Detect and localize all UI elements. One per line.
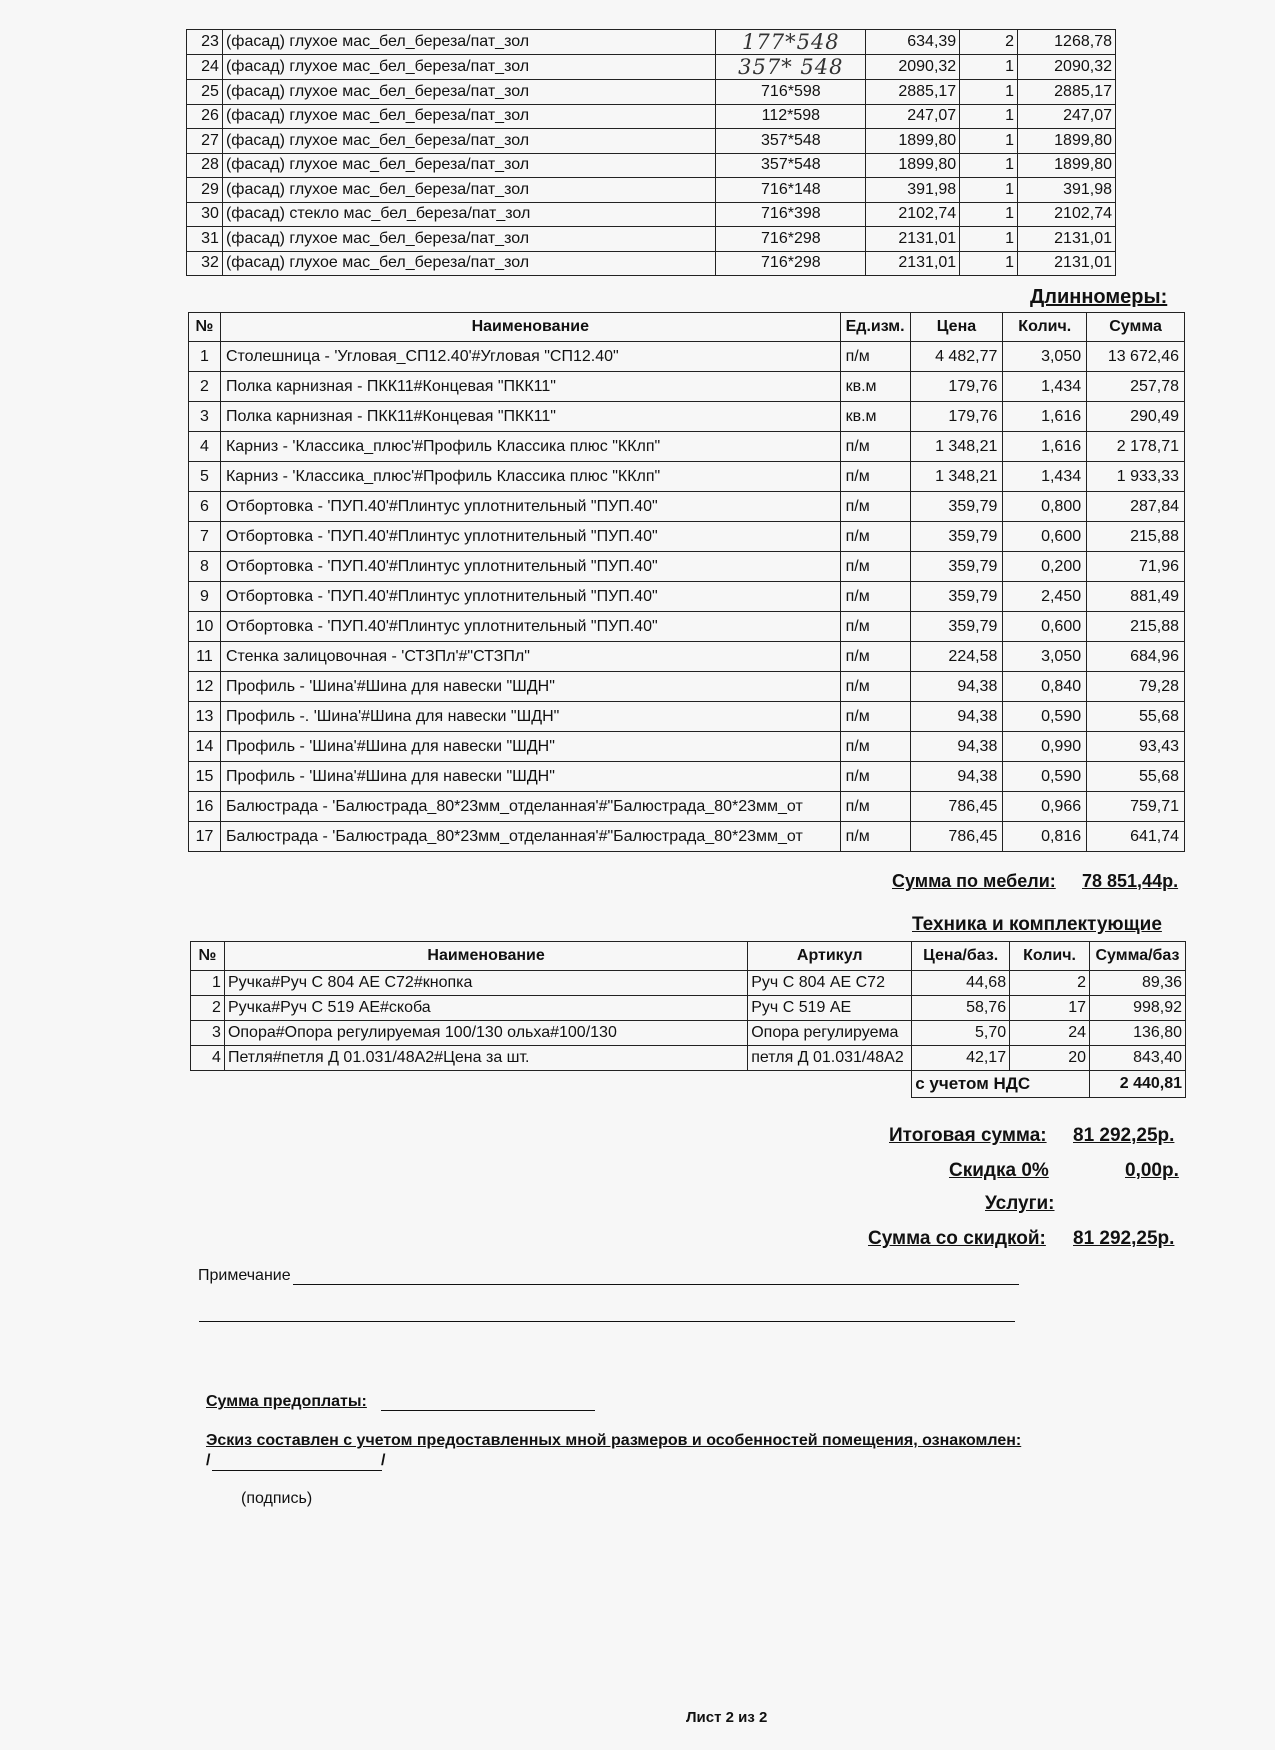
row-qty: 1 — [960, 153, 1018, 178]
row-sum: 1 933,33 — [1087, 462, 1185, 492]
row-price: 179,76 — [910, 372, 1003, 402]
row-sum: 287,84 — [1087, 492, 1185, 522]
row-unit: п/м — [840, 822, 910, 852]
row-unit: кв.м — [840, 402, 910, 432]
row-qty: 20 — [1010, 1046, 1090, 1071]
row-qty: 1,434 — [1003, 462, 1087, 492]
row-qty: 0,600 — [1003, 612, 1087, 642]
row-unit: п/м — [840, 342, 910, 372]
row-name: Карниз - 'Классика_плюс'#Профиль Классика плюс "ККлп" — [220, 462, 840, 492]
row-size: 357*548 — [716, 153, 866, 178]
table-row — [187, 178, 1116, 203]
row-number: 23 — [187, 30, 223, 55]
table-row — [189, 612, 1185, 642]
table-row — [187, 251, 1116, 276]
row-sum: 1899,80 — [1018, 129, 1116, 154]
row-qty: 1,616 — [1003, 432, 1087, 462]
tech-header-price: Цена/баз. — [912, 942, 1010, 971]
table-row — [191, 1046, 1186, 1071]
row-sum: 2885,17 — [1018, 80, 1116, 105]
row-name: Балюстрада - 'Балюстрада_80*23мм_отделанная'#"Балюстрада_80*23мм_от — [220, 822, 840, 852]
table-row — [189, 492, 1185, 522]
row-number: 3 — [191, 1021, 225, 1046]
row-qty: 1 — [960, 202, 1018, 227]
table-row — [191, 996, 1186, 1021]
row-price: 1 348,21 — [910, 432, 1003, 462]
vat-label: с учетом НДС — [912, 1071, 1090, 1098]
row-sum: 998,92 — [1089, 996, 1185, 1021]
row-sum: 257,78 — [1087, 372, 1185, 402]
sign-slash-1: / — [206, 1452, 211, 1469]
row-number: 1 — [191, 971, 225, 996]
row-price: 94,38 — [910, 672, 1003, 702]
row-name: Карниз - 'Классика_плюс'#Профиль Классика плюс "ККлп" — [220, 432, 840, 462]
row-price: 359,79 — [910, 612, 1003, 642]
row-number: 8 — [189, 552, 221, 582]
row-qty: 0,800 — [1003, 492, 1087, 522]
row-name: (фасад) глухое мас_бел_береза/пат_зол — [222, 104, 715, 129]
row-sum: 391,98 — [1018, 178, 1116, 203]
row-name: (фасад) глухое мас_бел_береза/пат_зол — [222, 153, 715, 178]
row-sum: 290,49 — [1087, 402, 1185, 432]
row-price: 786,45 — [910, 822, 1003, 852]
consent-text: Эскиз составлен с учетом предоставленных мной размеров и особенностей помещения, ознакомлен: — [206, 1432, 1022, 1449]
row-unit: п/м — [840, 432, 910, 462]
row-price: 359,79 — [910, 492, 1003, 522]
row-qty: 3,050 — [1003, 642, 1087, 672]
row-number: 32 — [187, 251, 223, 276]
row-sum: 2090,32 — [1018, 55, 1116, 80]
furniture-sum-value: 78 851,44р. — [1082, 871, 1179, 891]
row-price: 94,38 — [910, 762, 1003, 792]
row-unit: п/м — [840, 762, 910, 792]
long-items-title: Длинномеры: — [1030, 286, 1168, 308]
row-qty: 0,966 — [1003, 792, 1087, 822]
row-name: (фасад) глухое мас_бел_береза/пат_зол — [222, 129, 715, 154]
table-row — [189, 702, 1185, 732]
row-name: Отбортовка - 'ПУП.40'#Плинтус уплотнительный "ПУП.40" — [220, 492, 840, 522]
row-number: 6 — [189, 492, 221, 522]
discount-label: Скидка 0% — [949, 1160, 1049, 1181]
row-size: 357*548 — [716, 129, 866, 154]
tech-table — [190, 941, 1186, 1098]
row-name: (фасад) глухое мас_бел_береза/пат_зол — [222, 251, 715, 276]
table-row — [187, 80, 1116, 105]
note-label: Примечание — [198, 1267, 291, 1284]
row-number: 9 — [189, 582, 221, 612]
table-row — [189, 522, 1185, 552]
row-number: 24 — [187, 55, 223, 80]
row-unit: п/м — [840, 582, 910, 612]
row-name: (фасад) стекло мас_бел_береза/пат_зол — [222, 202, 715, 227]
vat-sum: 2 440,81 — [1089, 1071, 1185, 1098]
table-row — [187, 30, 1116, 55]
row-name: Балюстрада - 'Балюстрада_80*23мм_отделанная'#"Балюстрада_80*23мм_от — [220, 792, 840, 822]
table-row — [189, 462, 1185, 492]
row-number: 14 — [189, 732, 221, 762]
row-number: 31 — [187, 227, 223, 252]
row-number: 26 — [187, 104, 223, 129]
row-qty: 1 — [960, 227, 1018, 252]
row-name: Отбортовка - 'ПУП.40'#Плинтус уплотнительный "ПУП.40" — [220, 612, 840, 642]
row-unit: п/м — [840, 522, 910, 552]
table-row — [187, 227, 1116, 252]
row-price: 44,68 — [912, 971, 1010, 996]
row-size: 716*298 — [716, 251, 866, 276]
row-name: Опора#Опора регулируемая 100/130 ольха#100/130 — [224, 1021, 747, 1046]
table-row — [187, 55, 1116, 80]
row-qty: 1,434 — [1003, 372, 1087, 402]
row-sum: 2102,74 — [1018, 202, 1116, 227]
table-row — [189, 582, 1185, 612]
row-number: 7 — [189, 522, 221, 552]
row-number: 4 — [191, 1046, 225, 1071]
row-qty: 2,450 — [1003, 582, 1087, 612]
row-sum: 55,68 — [1087, 702, 1185, 732]
facade-table — [186, 29, 1116, 276]
row-article: Опора регулируема — [748, 1021, 912, 1046]
row-qty: 2 — [1010, 971, 1090, 996]
row-name: Отбортовка - 'ПУП.40'#Плинтус уплотнительный "ПУП.40" — [220, 522, 840, 552]
row-unit: п/м — [840, 672, 910, 702]
col-header-sum: Сумма — [1087, 313, 1185, 342]
row-price: 634,39 — [866, 30, 960, 55]
col-header-unit: Ед.изм. — [840, 313, 910, 342]
row-name: (фасад) глухое мас_бел_береза/пат_зол — [222, 80, 715, 105]
row-sum: 881,49 — [1087, 582, 1185, 612]
row-unit: п/м — [840, 792, 910, 822]
row-price: 2090,32 — [866, 55, 960, 80]
row-sum: 684,96 — [1087, 642, 1185, 672]
row-price: 58,76 — [912, 996, 1010, 1021]
row-price: 2131,01 — [866, 227, 960, 252]
table-row — [191, 971, 1186, 996]
row-number: 5 — [189, 462, 221, 492]
row-name: Полка карнизная - ПКК11#Концевая "ПКК11" — [220, 402, 840, 432]
row-number: 13 — [189, 702, 221, 732]
row-sum: 79,28 — [1087, 672, 1185, 702]
row-unit: п/м — [840, 552, 910, 582]
row-unit: п/м — [840, 462, 910, 492]
table-row — [189, 552, 1185, 582]
row-number: 16 — [189, 792, 221, 822]
row-size: 716*398 — [716, 202, 866, 227]
table-row — [189, 402, 1185, 432]
row-sum: 93,43 — [1087, 732, 1185, 762]
row-article: Руч С 804 АЕ С72 — [748, 971, 912, 996]
row-price: 2102,74 — [866, 202, 960, 227]
row-sum: 2131,01 — [1018, 251, 1116, 276]
signature-label: (подпись) — [241, 1490, 313, 1507]
row-qty: 1 — [960, 80, 1018, 105]
row-qty: 0,840 — [1003, 672, 1087, 702]
row-sum: 89,36 — [1089, 971, 1185, 996]
row-number: 4 — [189, 432, 221, 462]
table-row — [187, 129, 1116, 154]
row-number: 12 — [189, 672, 221, 702]
row-number: 29 — [187, 178, 223, 203]
table-row — [187, 202, 1116, 227]
row-number: 27 — [187, 129, 223, 154]
row-sum: 215,88 — [1087, 522, 1185, 552]
services-label: Услуги: — [985, 1193, 1055, 1214]
long-items-table — [188, 312, 1185, 852]
row-price: 247,07 — [866, 104, 960, 129]
table-row — [189, 372, 1185, 402]
row-name: Петля#петля Д 01.031/48А2#Цена за шт. — [224, 1046, 747, 1071]
row-sum: 136,80 — [1089, 1021, 1185, 1046]
row-name: (фасад) глухое мас_бел_береза/пат_зол — [222, 30, 715, 55]
row-article: петля Д 01.031/48А2 — [748, 1046, 912, 1071]
row-number: 2 — [189, 372, 221, 402]
tech-header-n: № — [191, 942, 225, 971]
row-qty: 2 — [960, 30, 1018, 55]
row-price: 94,38 — [910, 702, 1003, 732]
tech-header-name: Наименование — [224, 942, 747, 971]
prepay-line[interactable] — [381, 1392, 595, 1411]
table-row — [187, 153, 1116, 178]
row-sum: 71,96 — [1087, 552, 1185, 582]
col-header-qty: Колич. — [1003, 313, 1087, 342]
page-number: Лист 2 из 2 — [686, 1709, 768, 1726]
row-qty: 0,990 — [1003, 732, 1087, 762]
row-size: 716*148 — [716, 178, 866, 203]
row-qty: 24 — [1010, 1021, 1090, 1046]
row-qty: 0,816 — [1003, 822, 1087, 852]
row-article: Руч С 519 АЕ — [748, 996, 912, 1021]
row-qty: 1 — [960, 178, 1018, 203]
with-discount-value: 81 292,25р. — [1073, 1228, 1175, 1249]
table-row — [189, 642, 1185, 672]
row-name: Профиль - 'Шина'#Шина для навески "ШДН" — [220, 672, 840, 702]
row-name: Полка карнизная - ПКК11#Концевая "ПКК11" — [220, 372, 840, 402]
total-value: 81 292,25р. — [1073, 1125, 1175, 1146]
row-qty: 0,200 — [1003, 552, 1087, 582]
table-row — [187, 104, 1116, 129]
row-price: 359,79 — [910, 552, 1003, 582]
row-name: (фасад) глухое мас_бел_береза/пат_зол — [222, 55, 715, 80]
row-unit: п/м — [840, 702, 910, 732]
row-size: 716*298 — [716, 227, 866, 252]
table-row — [189, 792, 1185, 822]
discount-value: 0,00р. — [1125, 1160, 1179, 1181]
note-line-1[interactable] — [293, 1266, 1019, 1285]
table-row — [189, 432, 1185, 462]
row-sum: 2 178,71 — [1087, 432, 1185, 462]
row-number: 28 — [187, 153, 223, 178]
row-price: 391,98 — [866, 178, 960, 203]
row-name: Профиль - 'Шина'#Шина для навески "ШДН" — [220, 732, 840, 762]
row-sum: 843,40 — [1089, 1046, 1185, 1071]
row-name: Отбортовка - 'ПУП.40'#Плинтус уплотнительный "ПУП.40" — [220, 582, 840, 612]
row-name: Стенка залицовочная - 'СТЗПл'#"СТЗПл" — [220, 642, 840, 672]
row-price: 359,79 — [910, 522, 1003, 552]
row-price: 94,38 — [910, 732, 1003, 762]
table-row — [189, 822, 1185, 852]
row-number: 10 — [189, 612, 221, 642]
row-sum: 1268,78 — [1018, 30, 1116, 55]
row-sum: 641,74 — [1087, 822, 1185, 852]
table-row — [189, 762, 1185, 792]
row-sum: 759,71 — [1087, 792, 1185, 822]
row-number: 1 — [189, 342, 221, 372]
row-qty: 17 — [1010, 996, 1090, 1021]
row-qty: 1 — [960, 129, 1018, 154]
row-price: 2885,17 — [866, 80, 960, 105]
row-price: 359,79 — [910, 582, 1003, 612]
sign-line[interactable] — [212, 1452, 382, 1471]
row-name: Столешница - 'Угловая_СП12.40'#Угловая "СП12.40" — [220, 342, 840, 372]
total-label: Итоговая сумма: — [889, 1125, 1047, 1146]
row-unit: п/м — [840, 612, 910, 642]
row-name: Профиль - 'Шина'#Шина для навески "ШДН" — [220, 762, 840, 792]
row-number: 25 — [187, 80, 223, 105]
tech-header-art: Артикул — [748, 942, 912, 971]
row-price: 5,70 — [912, 1021, 1010, 1046]
tech-header-sum: Сумма/баз — [1089, 942, 1185, 971]
row-sum: 55,68 — [1087, 762, 1185, 792]
row-number: 17 — [189, 822, 221, 852]
table-row — [189, 732, 1185, 762]
row-size: 177*548 — [716, 30, 866, 55]
row-size: 357* 548 — [716, 55, 866, 80]
row-name: Ручка#Руч С 804 АЕ С72#кнопка — [224, 971, 747, 996]
row-price: 42,17 — [912, 1046, 1010, 1071]
row-price: 224,58 — [910, 642, 1003, 672]
table-row — [189, 342, 1185, 372]
tech-title: Техника и комплектующие — [912, 914, 1162, 935]
row-unit: п/м — [840, 732, 910, 762]
row-sum: 1899,80 — [1018, 153, 1116, 178]
col-header-name: Наименование — [220, 313, 840, 342]
row-size: 112*598 — [716, 104, 866, 129]
col-header-price: Цена — [910, 313, 1003, 342]
row-name: (фасад) глухое мас_бел_береза/пат_зол — [222, 227, 715, 252]
sign-slash-2: / — [381, 1452, 386, 1469]
row-price: 786,45 — [910, 792, 1003, 822]
table-row — [189, 672, 1185, 702]
row-qty: 1 — [960, 55, 1018, 80]
col-header-n: № — [189, 313, 221, 342]
with-discount-label: Сумма со скидкой: — [868, 1228, 1046, 1249]
row-sum: 215,88 — [1087, 612, 1185, 642]
row-price: 1899,80 — [866, 153, 960, 178]
row-qty: 0,590 — [1003, 762, 1087, 792]
row-sum: 2131,01 — [1018, 227, 1116, 252]
row-unit: кв.м — [840, 372, 910, 402]
row-qty: 1 — [960, 104, 1018, 129]
row-number: 30 — [187, 202, 223, 227]
row-name: Профиль -. 'Шина'#Шина для навески "ШДН" — [220, 702, 840, 732]
row-price: 2131,01 — [866, 251, 960, 276]
note-line-2[interactable] — [199, 1303, 1015, 1322]
row-price: 1899,80 — [866, 129, 960, 154]
row-qty: 1,616 — [1003, 402, 1087, 432]
row-number: 11 — [189, 642, 221, 672]
row-unit: п/м — [840, 492, 910, 522]
row-name: Отбортовка - 'ПУП.40'#Плинтус уплотнительный "ПУП.40" — [220, 552, 840, 582]
row-unit: п/м — [840, 642, 910, 672]
row-number: 2 — [191, 996, 225, 1021]
row-name: Ручка#Руч С 519 АЕ#скоба — [224, 996, 747, 1021]
row-sum: 13 672,46 — [1087, 342, 1185, 372]
row-qty: 1 — [960, 251, 1018, 276]
furniture-sum-label: Сумма по мебели: — [892, 871, 1056, 891]
tech-header-qty: Колич. — [1010, 942, 1090, 971]
row-price: 1 348,21 — [910, 462, 1003, 492]
row-qty: 3,050 — [1003, 342, 1087, 372]
row-qty: 0,600 — [1003, 522, 1087, 552]
row-number: 15 — [189, 762, 221, 792]
row-sum: 247,07 — [1018, 104, 1116, 129]
row-size: 716*598 — [716, 80, 866, 105]
prepay-label: Сумма предоплаты: — [206, 1393, 367, 1410]
row-qty: 0,590 — [1003, 702, 1087, 732]
row-price: 179,76 — [910, 402, 1003, 432]
table-row — [191, 1021, 1186, 1046]
row-number: 3 — [189, 402, 221, 432]
row-price: 4 482,77 — [910, 342, 1003, 372]
row-name: (фасад) глухое мас_бел_береза/пат_зол — [222, 178, 715, 203]
